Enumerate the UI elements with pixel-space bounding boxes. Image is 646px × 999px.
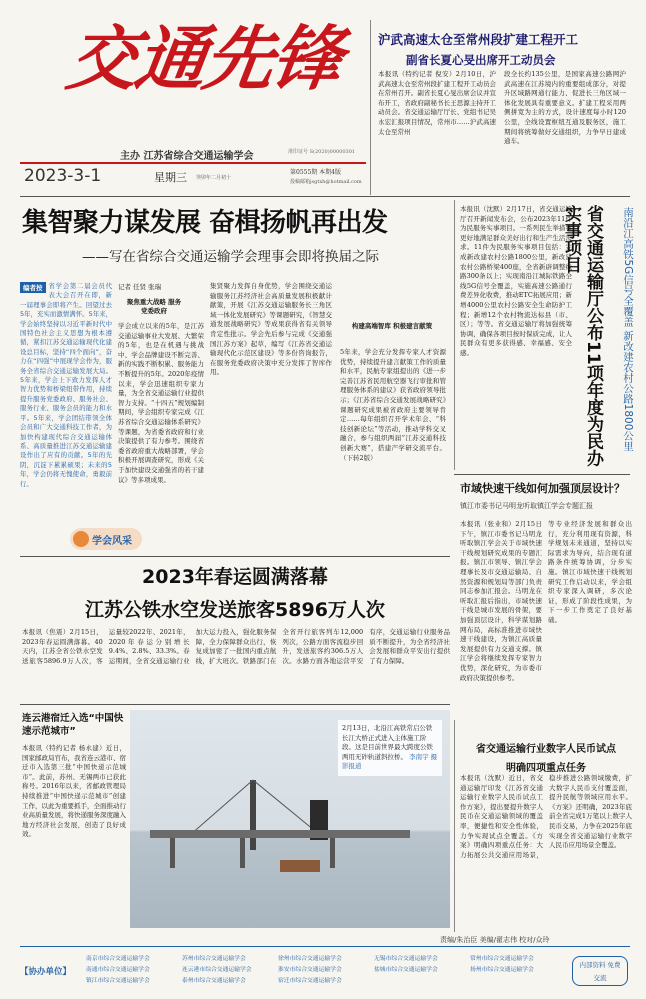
article-body-right: 段全长约135公里，是国家高速公路网沪武高速在江苏境内的重要组成部分，对提升区域路网通行能力、促进长三角区域一体化发展具有重要意义。扩建工程采用两侧拼宽为主的方式，设计速度每小时120公里，全线设置枢纽互通及服务区，施工期间将统筹做好交通组织，力争早日建成通车。 <box>504 70 626 146</box>
digital-rmb-article <box>460 740 632 934</box>
badge-icon <box>73 531 89 547</box>
footer-org-name: 连云港市综合交通运输学会 <box>182 967 252 973</box>
right-vertical-headline: 省交通运输厅公布11项年度为民办实事项目 <box>561 205 603 467</box>
badge-label: 学会风采 <box>92 536 132 547</box>
editor-note-label: 编者按 <box>20 282 46 293</box>
masthead <box>20 12 366 188</box>
right-article-body: 本报讯（沈默）2月17日，省交通运输厅召开新闻发布会，公布2023年11件为民服务实事项目。一系列民生举措将更好地满足群众美好出行和生产生活需求。11件为民服务实事项目包括：完成新改建农村公路1800公里，新改建农村公路桥梁400座，全省新辟调整线路300条以上；实现南沿江城际铁路全线5G信号全覆盖，实施高速公路通行费差异化收费，推动ETC拓展应用；新增4000公里农村公路安全生命防护工程；新增12个农村物流达标县（市、区）；等等。省交通运输厅将加强统筹协调，确保各项目按时保质完成，让人民群众有更多获得感、幸福感、安全感。 <box>460 205 572 357</box>
article-title: 沪武高速太仓至常州段扩建工程开工 <box>378 32 579 47</box>
editor-note <box>20 282 112 540</box>
footer-org-name: 宿迁市综合交通运输学会 <box>278 978 342 984</box>
footer-bar <box>20 950 632 994</box>
article-subtitle: 副省长夏心旻出席开工动员会 <box>406 53 556 67</box>
reg-number: 准印证号 S(2020)00000301 <box>288 149 356 155</box>
lunar-date: 癸卯年二月初十 <box>196 175 232 181</box>
lianyungang-title: 连云港宿迁入选“中国快速示范城市” <box>22 713 124 737</box>
footer-org-column <box>278 954 372 987</box>
photo-credit: 李南宇 摄影报道 <box>342 752 438 770</box>
issue-date: 2023-3-1 <box>24 166 102 186</box>
spring-subtitle: 江苏公铁水空发送旅客5896万人次 <box>85 599 385 621</box>
footer-org-name: 苏州市综合交通运输学会 <box>182 956 246 962</box>
headline-subtitle: ——写在省综合交通运输学会理事会即将换届之际 <box>82 249 379 265</box>
mid-right-subtitle: 镇江市委书记马明龙听取镇江学会专题汇报 <box>460 502 593 510</box>
feature-subhead-2: 构建高端智库 积极建言献策 <box>351 322 433 330</box>
footer-org-column <box>86 954 180 987</box>
footer-note-text: 内部资料 免费交流 <box>579 961 621 982</box>
footer-org-name: 镇江市综合交通运输学会 <box>86 978 150 984</box>
feature-byline: 记者 任贤 张瑞 <box>118 283 162 291</box>
article-body-left: 本报讯（特约记者 倪安）2月10日，沪武高速太仓至常州段扩建工程开工动员会在常州召开。副省长夏心旻出席会议并宣布开工，省政府副秘书长王思源主持开工动员会。省交通运输厅厅长、党组书记吴永宏汇报项目情况，常州市……沪武高速太仓至常州 <box>378 70 496 136</box>
feature-article <box>118 282 448 542</box>
digital-rmb-title: 省交通运输行业数字人民币试点 <box>476 744 616 755</box>
headline-title: 集智聚力谋发展 奋楫扬帆再出发 <box>22 208 388 238</box>
feature-body-3: 5年来，学会充分发挥专家人才资源优势，持续提升建言献策工作的质量和水平，民航专家组提出的《进一步完善江苏省民用航空器飞行审批和管理服务体系的建议》获省政府领导批示；《江苏省综合交通发展战略研究》课题研究成果被省政府主要领导肯定……每年组织召开学术年会、“科技创新论坛”等活动，推动学科交叉融合，参与组织两届“江苏交通科技创新大赛”，搭建产学研交流平台。（下转2版） <box>340 348 446 462</box>
spring-title: 2023年春运圆满落幕 <box>142 566 328 588</box>
lianyungang-body: 本报讯（特约记者 杨永建）近日，国家邮政局官布，我省连云港市、宿迁市入选第三批“中国快递示范城市”。此前，苏州、无锡两市已获此称号。2016年以来，省邮政管理局持续推进“中国快递示范城市”创建工作，以此为重要抓手，全面推动行业高质量发展，将快递服务深度融入地方经济社会发展，创造了良好成效。 <box>22 744 126 839</box>
editors-credit: 责编/朱治臣 美编/翟志伟 校对/众玲 <box>440 936 550 944</box>
mid-right-title: 市域快速干线如何加强顶层设计？ <box>460 482 625 495</box>
footer-orgs <box>86 954 566 992</box>
footer-org-name: 南京市综合交通运输学会 <box>86 956 150 962</box>
spring-body: 本报讯（焦震）2月15日，2023年春运圆满落幕。40天内，江苏全省公铁水空发送旅客5896.9万人次，客运量较2022年、2021年，2020年春运分别增长9.4%、2.8%、33.3%。春运期间，全省交通运输行业加大运力投入，强化服务保障，全力保障群众出行，恢复成加密了一批国内重点航线，扩大班次。铁路部门在全省开行旅客列车12,000列次，公路方面客流稳步回升，发送旅客约306.5万人次。水路方面各地运营平安有序，交通运输行业服务品质不断提升，为全省经济社会发展和群众平安出行提供了有力保障。 <box>22 628 450 665</box>
submission-email: 投稿邮箱jsgtxh@hotmail.com <box>290 179 362 185</box>
feature-body-1: 学会成立以来的5年，是江苏交通运输事业大发展、大繁荣的5年，也是在机遇与挑战中、学会品牌建设不断完善、新的实践不断积累、服务能力不断提升的5年。2020年疫情以来，学会迅速组织专家力量，为全省交通运输行业提供智力支持。“十四五”规划编制期间，学会组织专家完成《江苏省综合交通运输体系研究》等课题，为省委省政府和行业决策提供了有力参考。围绕省委省政府重大战略部署，学会积极开展调查研究，形成《关于加快建设交通强省的若干建议》等多项成果。 <box>118 322 204 484</box>
feature-subhead-1: 聚焦重大战略 服务党委政府 <box>126 298 182 315</box>
footer-org-column <box>374 954 468 976</box>
top-right-article <box>378 30 628 195</box>
footer-org-name: 扬州市综合交通运输学会 <box>470 967 534 973</box>
footer-org-name: 常州市综合交通运输学会 <box>470 956 534 962</box>
footer-org-name: 泰州市综合交通运输学会 <box>182 978 246 984</box>
footer-org-name: 南通市综合交通运输学会 <box>86 967 150 973</box>
digital-rmb-subtitle: 明确四项重点任务 <box>506 763 586 774</box>
newspaper-logo: 交通先锋 <box>62 17 346 100</box>
right-article <box>460 205 632 470</box>
issue-number: 第0555期 本期4版 <box>290 169 341 176</box>
feature-body-2: 集贤聚力发挥自身优势，学会围绕交通运输服务江苏经济社会高质量发展积极献计献策，开展《江苏交通运输服务长三角区域一体化发展研究》等课题研究，《智慧交通发展战略研究》等成果获得省有关领导肯定性批示。学会先后参与完成《交通强国江苏方案》起草，编写《江苏省交通运输现代化示范区建设》等多份咨询报告，在服务党委政府决策中充分发挥了智库作用。 <box>210 282 332 377</box>
footer-org-name: 淮安市综合交通运输学会 <box>278 967 342 973</box>
footer-note <box>572 956 628 986</box>
bridge-photo <box>130 710 450 928</box>
mid-right-body: 本报讯（张业和）2月15日下午，镇江市委书记马明龙听取镇江学会关于市域快速干线规划研究成果的专题汇报。镇江市领导、镇江学会理事长及市交通运输局、自然资源和规划局等部门负责同志参加汇报会。马明龙在听取汇报后指出，市域快速干线是城市发展的骨架，要加强顶层设计，科学谋划路网布局，高标准推进市域快速干线建设，为镇江高质量发展提供有力交通支撑。镇江学会将继续发挥专家智力优势，深化研究，为市委市政府决策提供参考。 <box>460 520 542 682</box>
footer-org-name: 无锡市综合交通运输学会 <box>374 956 438 962</box>
photo-caption-text: 2月13日，北沿江高铁常启公铁长江大桥正式进入主体施工阶段。这是目前世界最大跨度公铁两用无砟轨道斜拉桥。 <box>342 724 433 761</box>
lianyungang-article <box>22 712 126 932</box>
spring-transport-article <box>20 562 450 702</box>
footer-org-column <box>470 954 564 976</box>
issue-weekday: 星期三 <box>154 171 187 184</box>
mid-right-body-2: 等专业经济发展和群众出行，充分利用现有资源，科学规划未来通道，坚持以实际需求为导向，结合现有道路条件统筹协调，分步实施。镇江市域快速干线规划研究工作启动以来，学会组织专家深入调研，多次论证，形成了阶段性成果，为下一步工作奠定了良好基础。 <box>548 520 632 624</box>
footer-label: 【协办单位】 <box>20 967 72 977</box>
photo-caption <box>338 720 442 776</box>
sponsor-line: 主办 江苏省综合交通运输学会 <box>120 151 254 162</box>
main-headline <box>22 202 462 272</box>
editor-note-text: 省学会第二届会员代表大会召开在即，新一届理事会即将产生。回望过去5年，充实而激情满怀。5年来，学会始终坚持以习近平新时代中国特色社会主义思想为根本遵循，紧扣江苏交通运输现代化建设总目标，坚持“四个面向”，奋力在“四强”中展现学会作为，服务全省综合交通运输发展大局。5年来，学会上下致力发挥人才智力优势和桥梁纽带作用，持续提升服务党委政府、服务社会、服务行业、服务会员的能力和水平。5年来，学会团结带领全体会员和广大交通科技工作者，为加快构建现代综合交通运输体系、高质量推进江苏交通运输建设作出了应有的贡献。5年的光阴，沉淀下累累硕果；未来的5年，学会仍将无愧使命，勇毅前行。 <box>20 282 112 488</box>
footer-org-name: 徐州市综合交通运输学会 <box>278 956 342 962</box>
digital-rmb-body: 本报讯（沈默）近日，省交通运输厅印发《江苏省交通运输行业数字人民币试点工作方案》，提出要提升数字人民币在交通运输领域的覆盖率，便捷性和安全性体验，力争实现试点全覆盖。《方案》明确四项重点任务：大力拓展公共交通应用场景，稳步推进公路领域缴费，扩大数字人民币支付覆盖面，提升民航等领域应用水平。《方案》还明确，2023年底前全省完成1万笔以上数字人民币交易，力争在2025年底实现全省交通运输行业数字人民币应用场景全覆盖。 <box>460 774 632 859</box>
footer-org-column <box>182 954 276 987</box>
mid-right-article <box>460 480 632 720</box>
footer-org-name: 盐城市综合交通运输学会 <box>374 967 438 973</box>
right-vertical-sidehead: 南沿江高铁5G信号全覆盖 新改建农村公路1800公里 <box>622 207 634 452</box>
